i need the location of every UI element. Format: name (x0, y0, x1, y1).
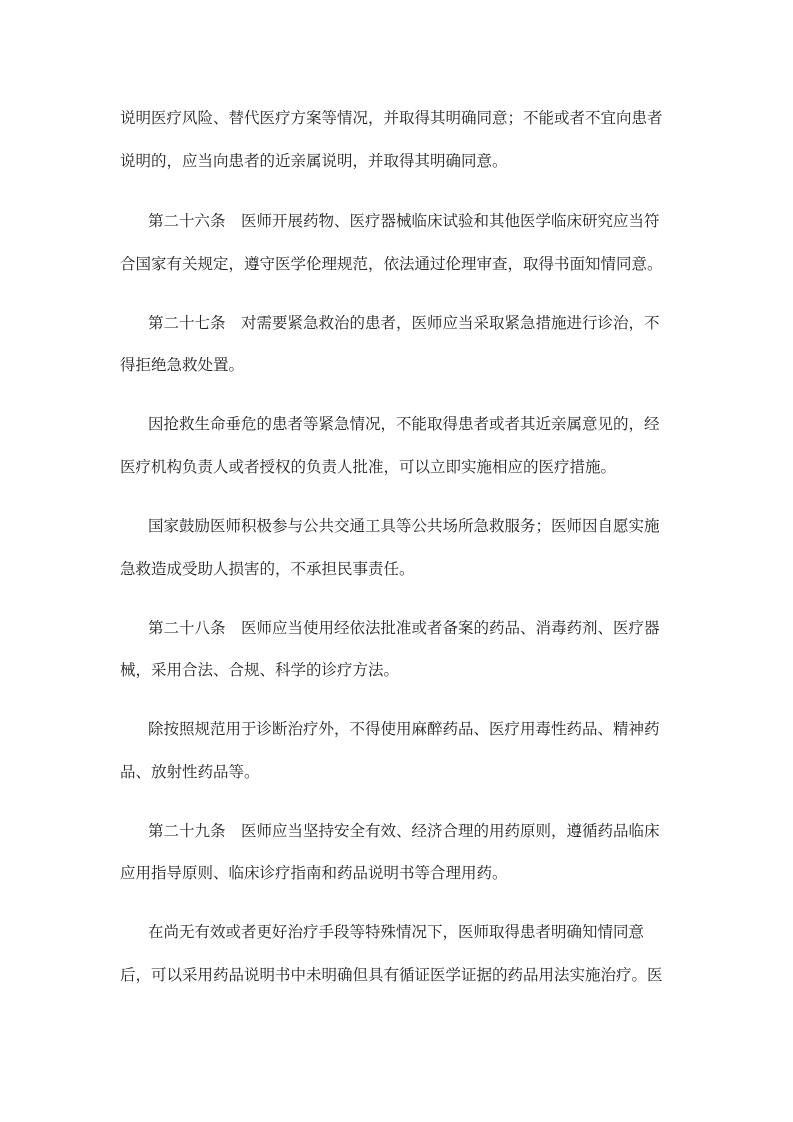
paragraph-line: 因抢救生命垂危的患者等紧急情况，不能取得患者或者其近亲属意见的，经 (148, 415, 660, 433)
article-27-line: 第二十七条 对需要紧急救治的患者，医师应当采取紧急措施进行诊治，不 (148, 314, 660, 332)
article-28-line: 第二十八条 医师应当使用经依法批准或者备案的药品、消毒药剂、医疗器 (148, 619, 660, 637)
paragraph-line: 除按照规范用于诊断治疗外，不得使用麻醉药品、医疗用毒性药品、精神药 (148, 720, 660, 738)
paragraph-line: 国家鼓励医师积极参与公共交通工具等公共场所急救服务；医师因自愿实施 (148, 517, 660, 535)
paragraph-line: 品、放射性药品等。 (120, 763, 260, 781)
paragraph-line: 说明的，应当向患者的近亲属说明，并取得其明确同意。 (120, 152, 508, 170)
article-26-line: 第二十六条 医师开展药物、医疗器械临床试验和其他医学临床研究应当符 (148, 212, 660, 230)
article-27-line: 得拒绝急救处置。 (120, 356, 245, 374)
paragraph-line: 说明医疗风险、替代医疗方案等情况，并取得其明确同意；不能或者不宜向患者 (120, 109, 663, 127)
paragraph-line: 急救造成受助人损害的，不承担民事责任。 (120, 560, 415, 578)
paragraph-line: 在尚无有效或者更好治疗手段等特殊情况下，医师取得患者明确知情同意 (148, 923, 645, 941)
article-26-line: 合国家有关规定，遵守医学伦理规范，依法通过伦理审查，取得书面知情同意。 (120, 255, 663, 273)
paragraph-line: 后，可以采用药品说明书中未明确但具有循证医学证据的药品用法实施治疗。医 (120, 966, 663, 984)
paragraph-line: 医疗机构负责人或者授权的负责人批准，可以立即实施相应的医疗措施。 (120, 458, 617, 476)
article-29-line: 第二十九条 医师应当坚持安全有效、经济合理的用药原则，遵循药品临床 (148, 822, 660, 840)
article-28-line: 械，采用合法、合规、科学的诊疗方法。 (120, 661, 400, 679)
article-29-line: 应用指导原则、临床诊疗指南和药品说明书等合理用药。 (120, 864, 508, 882)
